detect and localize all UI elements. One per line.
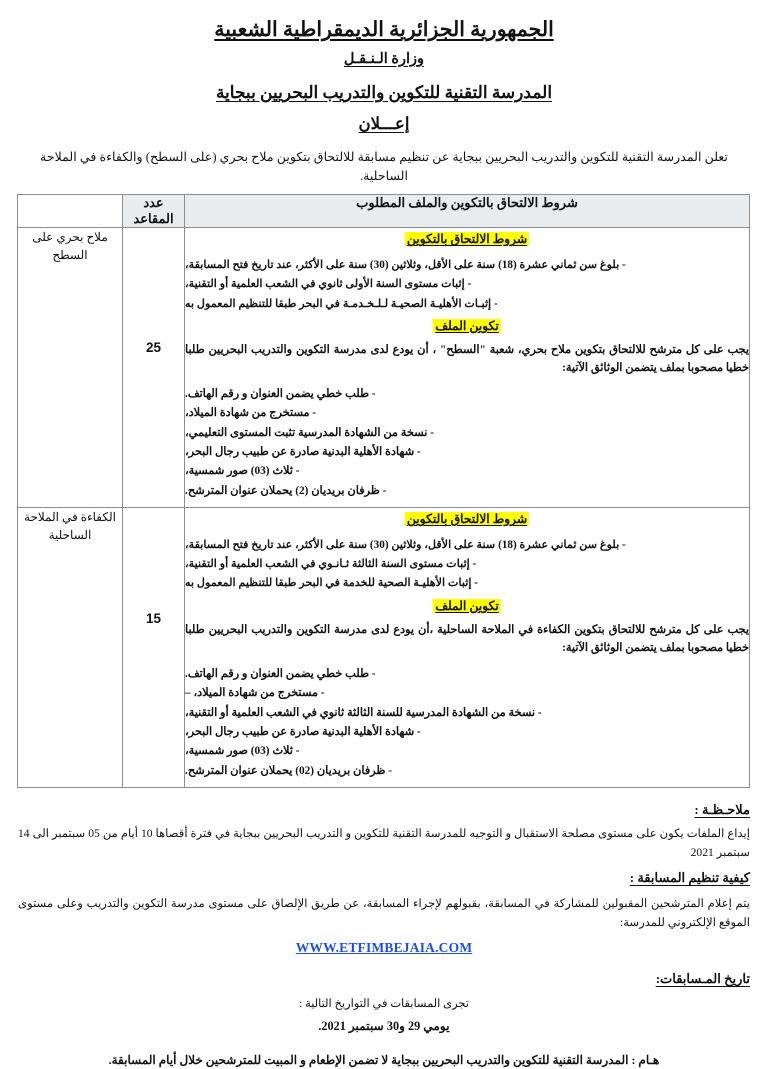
dates-value: يومي 29 و30 سبتمبر 2021. [318,1019,450,1034]
document-item: - طلب خطي يضمن العنوان و رقم الهاتف. [185,387,376,400]
announcement-title: إعـــلان [358,113,410,133]
organization-title: كيفية تنظيم المسابقة : [629,870,750,886]
table-row [18,508,750,788]
website-link[interactable]: WWW.ETFIMBEJAIA.COM [295,940,473,956]
header-seats: عدد المقاعد [123,195,185,228]
conditions-list [185,256,749,312]
document-item: - طلب خطي يضمن العنوان و رقم الهاتف. [185,667,376,680]
documents-list [185,665,749,782]
remark-body: إيداع الملفات يكون على مستوى مصلحة الاستقبال و التوجيه للمدرسة التقنية للتكوين و التدريب البحريين ببجاية في فترة أقصاها 10 أيام من 05 سبتمبر الى 14 سبتمبر 2021 [18,827,750,859]
conditions-table [17,194,750,788]
row-seats-cell [123,508,185,788]
website-line [18,939,750,957]
condition-item: - إثبات مستوى السنة الأولى ثانوي في الشعب العلمية أو التقنية، [185,278,472,291]
row-specialty-cell: الكفاءة في الملاحة الساحلية [18,508,123,788]
organization-body: يتم إعلام المترشحين المقبولين للمشاركة في المسابقة، بقبولهم لإجراء المسابقة، عن طريق الإلصاق على مستوى مدرسة التكوين والتدريب وعلى مستوى الموقع الإلكتروني للمدرسة: [18,897,750,929]
row-seats-cell [123,228,185,508]
document-item: - نسخة من الشهادة المدرسية للسنة الثالثة ثانوي في الشعب العلمية أو التقنية، [185,706,542,719]
conditions-heading: شروط الالتحاق بالتكوين [406,512,528,527]
dates-subtitle: تجرى المسابقات في التواريخ التالية : [299,998,469,1011]
condition-item: - إثبـات الأهليـة الصحيـة لـلـخـدمـة في البحر طبقا للتنظيم المعمول به [185,297,498,310]
republic-title: الجمهورية الجزائرية الديمقراطية الشعبية [214,19,554,41]
condition-item: - إثبات الأهليـة الصحية للخدمة في البحر طبقا للتنظيم المعمول به [185,577,479,590]
file-heading: تكوين الملف [435,598,499,613]
document-item: - ثلاث (03) صور شمسية، [185,465,300,478]
file-intro-paragraph: يجب على كل مترشح للالتحاق بتكوين الكفاءة في الملاحة الساحلية ،أن يودع لدى مدرسة التكوين والتدريب البحريين طلبا خطيا مصحوبا بملف يتضمن الوثائق الآتية: [185,623,749,654]
document-item: - ظرفان بريديان (02) يحملان عنوان المترشح. [185,764,392,777]
important-text: المدرسة التقنية للتكوين والتدريب البحريين ببجاية لا تضمن الإطعام و المبيت للمترشحين خلال أيام المسابقة. [108,1053,629,1068]
row-conditions-cell [185,228,750,508]
file-intro-paragraph: يجب على كل مترشح للالتحاق بتكوين ملاح بحري، شعبة "السطح" ، أن يودع لدى مدرسة التكوين والتدريب البحريين طلبا خطيا مصحوبا بملف يتضمن الوثائق الآتية: [185,343,749,374]
header-conditions: شروط الالتحاق بالتكوين والملف المطلوب [185,195,750,228]
document-item: - نسخة من الشهادة المدرسية تثبت المستوى التعليمي، [185,426,434,439]
dates-title: تاريخ المـسابقات: [655,971,750,987]
document-item: - مستخرج من شهادة الميلاد، [185,407,317,420]
school-title: المدرسة التقنية للتكوين والتدريب البحريين ببجاية [215,82,553,102]
conditions-heading: شروط الالتحاق بالتكوين [406,232,528,247]
important-label: هـام : [631,1053,660,1068]
conditions-list [185,536,749,592]
seats-value: 25 [145,340,162,356]
document-item: - شهادة الأهلية البدنية صادرة عن طبيب رجال البحر، [185,725,421,738]
header-specialty [18,195,123,228]
row-specialty-cell: ملاح بحري على السطح [18,228,123,508]
document-item: - ثلاث (03) صور شمسية، [185,745,300,758]
conditions-heading-line [185,230,749,250]
document-item: - شهادة الأهلية البدنية صادرة عن طبيب رجال البحر، [185,446,421,459]
seats-value: 15 [145,611,162,627]
table-header-row [18,195,750,228]
table-row [18,228,750,508]
conditions-heading-line [185,510,749,530]
file-heading: تكوين الملف [435,318,499,333]
conditions-table-wrapper [0,194,768,788]
document-item: - مستخرج من شهادة الميلاد، – [185,687,325,700]
notes-section [0,788,768,1069]
file-heading-line [185,597,749,617]
document-header [0,0,768,134]
ministry-title: وزارة الـنـقـل [343,50,425,67]
condition-item: - إثبات مستوى السنة الثالثة ثـانـوي في الشعب العلمية أو التقنية، [185,558,477,571]
condition-item: - بلوغ سن ثماني عشرة (18) سنة على الأقل، وثلاثين (30) سنة على الأكثر، عند تاريخ فتح المسابقة، [185,259,626,272]
documents-list [185,385,749,502]
file-heading-line [185,317,749,337]
intro-paragraph: تعلن المدرسة التقنية للتكوين والتدريب البحريين ببجاية عن تنظيم مسابقة للالتحاق بتكوين ملاح بحري (على السطح) والكفاءة في الملاحة الساحلية. [40,149,728,183]
document-item: - ظرفان بريديان (2) يحملان عنوان المترشح. [185,484,387,497]
remark-title: ملاحـظـة : [694,802,750,818]
row-conditions-cell [185,508,750,788]
condition-item: - بلوغ سن ثماني عشرة (18) سنة على الأقل، وثلاثين (30) سنة على الأكثر، عند تاريخ فتح المسابقة، [185,539,626,552]
important-note [18,1051,750,1069]
